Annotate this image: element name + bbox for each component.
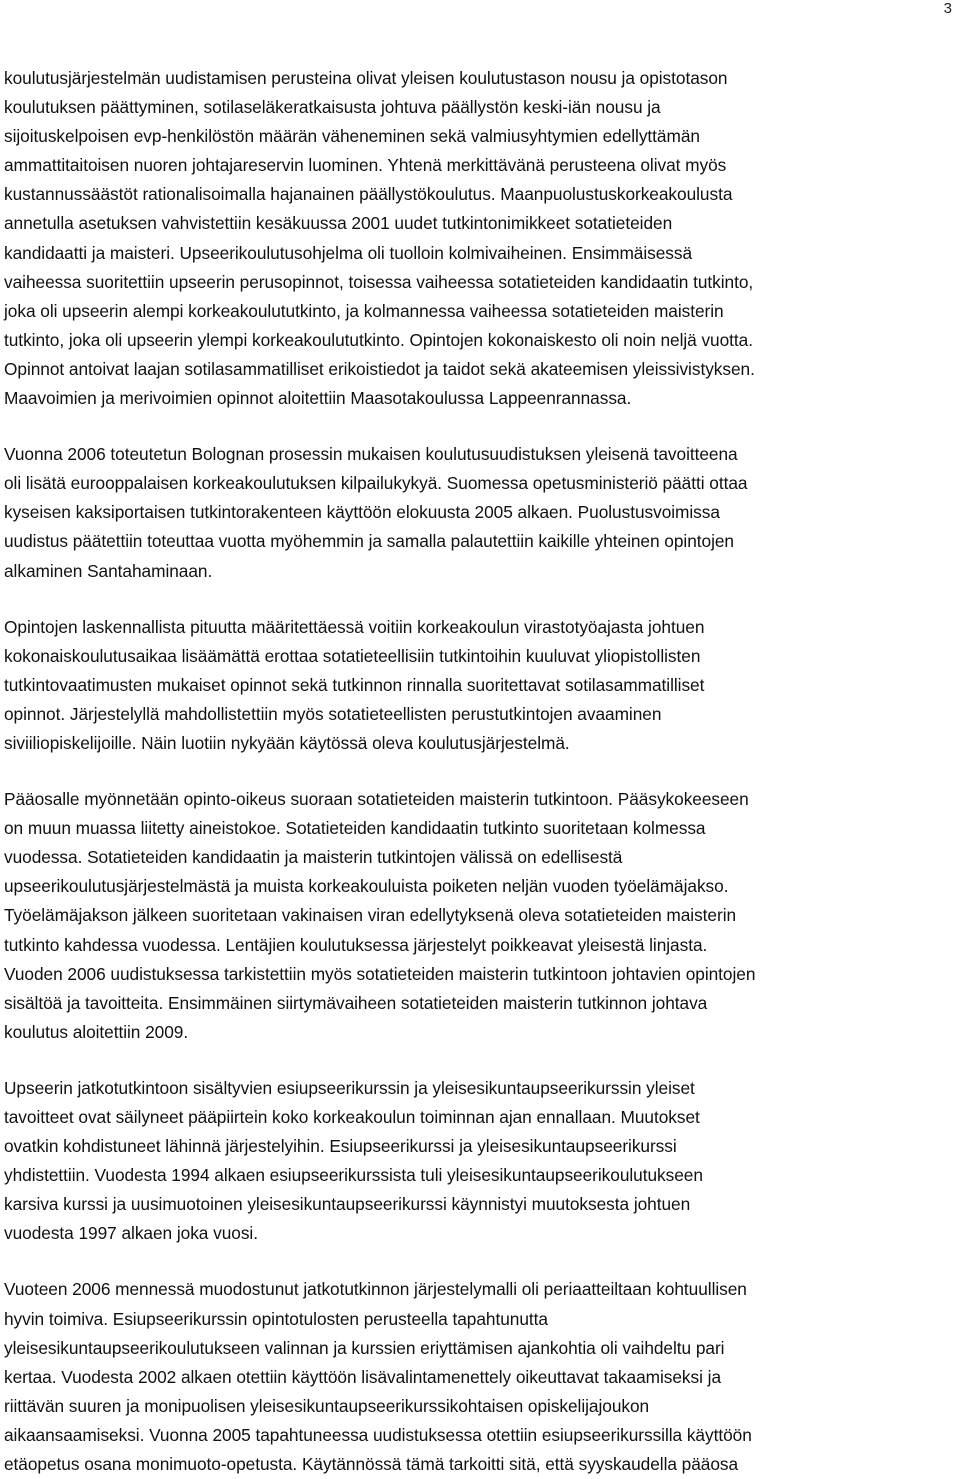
text-line: tutkinto kahdessa vuodessa. Lentäjien koulutuksessa järjestelyt poikkeavat yleisestä linjasta. (4, 934, 708, 955)
text-line: Vuoteen 2006 mennessä muodostunut jatkotutkinnon järjestelymalli oli periaatteiltaan kohtuullisen (4, 1279, 747, 1300)
paragraph (4, 1074, 956, 1249)
text-line: riittävän suuren ja monipuolisen yleisesikuntaupseerikurssikohtaisen opiskelijajoukon (4, 1395, 650, 1416)
text-line: Työelämäjakson jälkeen suoritetaan vakinaisen viran edellytyksenä oleva sotatieteiden maisterin (4, 905, 737, 926)
text-line: kyseisen kaksiportaisen tutkintorakenteen käyttöön elokuusta 2005 alkaen. Puolustusvoimissa (4, 502, 720, 523)
text-line: koulutus aloitettiin 2009. (4, 1021, 189, 1042)
text-line: kertaa. Vuodesta 2002 alkaen otettiin käyttöön lisävalintamenettely oikeuttavat takaamiseksi ja (4, 1366, 722, 1387)
text-line: Opinnot antoivat laajan sotilasammatilliset erikoistiedot ja taidot sekä akateemisen yleissivistyksen. (4, 358, 755, 379)
text-line: opinnot. Järjestelyllä mahdollistettiin myös sotatieteellisten perustutkintojen avaaminen (4, 703, 662, 724)
text-line: alkaminen Santahaminaan. (4, 560, 213, 581)
page-number: 3 (943, 0, 952, 17)
text-line: koulutusjärjestelmän uudistamisen perusteina olivat yleisen koulutustason nousu ja opistotason (4, 68, 728, 88)
text-line: Opintojen laskennallista pituutta määritettäessä voitiin korkeakoulun virastotyöajasta johtuen (4, 616, 705, 637)
text-line: sisältöä ja tavoitteita. Ensimmäinen siirtymävaiheen sotatieteiden maisterin tutkinnon johtava (4, 992, 708, 1013)
text-line: joka oli upseerin alempi korkeakoulututkinto, ja kolmannessa vaiheessa sotatieteiden maisterin (4, 300, 724, 321)
text-line: kokonaiskoulutusaikaa lisäämättä erottaa sotatieteellisiin tutkintoihin kuuluvat yliopistollisten (4, 645, 701, 666)
text-line: etäopetus osana monimuoto-opetusta. Käytännössä tämä tarkoitti sitä, että syyskaudella pääosa (4, 1454, 739, 1475)
body-text (4, 64, 956, 1479)
text-line: kandidaatti ja maisteri. Upseerikoulutusohjelma oli tuolloin kolmivaiheinen. Ensimmäisessä (4, 242, 693, 263)
text-line: siviiliopiskelijoille. Näin luotiin nykyään käytössä oleva koulutusjärjestelmä. (4, 732, 570, 753)
text-line: Upseerin jatkotutkintoon sisältyvien esiupseerikurssin ja yleisesikuntaupseerikurssin yleiset (4, 1077, 695, 1098)
text-line: Maavoimien ja merivoimien opinnot aloitettiin Maasotakoulussa Lappeenrannassa. (4, 388, 632, 409)
text-line: Vuoden 2006 uudistuksessa tarkistettiin myös sotatieteiden maisterin tutkintoon johtavien opintojen (4, 963, 756, 984)
text-line: aikaansaamiseksi. Vuonna 2005 tapahtuneessa uudistuksessa otettiin esiupseerikurssilla käyttöön (4, 1424, 752, 1445)
paragraph (4, 64, 956, 413)
text-line: vuodessa. Sotatieteiden kandidaatin ja maisterin tutkintojen välissä on edellisestä (4, 847, 623, 868)
text-line: on muun muassa liitetty aineistokoe. Sotatieteiden kandidaatin tutkinto suoritetaan kolmessa (4, 818, 706, 839)
text-line: hyvin toimiva. Esiupseerikurssin opintotulosten perusteella tapahtunutta (4, 1308, 548, 1329)
paragraph (4, 440, 956, 585)
text-line: yleisesikuntaupseerikoulutukseen valinnan ja kurssien eriyttämisen ajankohtia oli vaihdeltu pari (4, 1337, 725, 1358)
text-line: vuodesta 1997 alkaen joka vuosi. (4, 1223, 258, 1244)
text-line: annetulla asetuksen vahvistettiin kesäkuussa 2001 uudet tutkintonimikkeet sotatieteiden (4, 213, 673, 234)
text-line: upseerikoulutusjärjestelmästä ja muista korkeakouluista poiketen neljän vuoden työelämäjakso. (4, 876, 729, 897)
text-line: Pääosalle myönnetään opinto-oikeus suoraan sotatieteiden maisterin tutkintoon. Pääsykokeeseen (4, 789, 749, 810)
text-line: koulutuksen päättyminen, sotilaseläkeratkaisusta johtuva päällystön keski-iän nousu ja (4, 97, 661, 118)
text-line: yhdistettiin. Vuodesta 1994 alkaen esiupseerikurssista tuli yleisesikuntaupseerikoulutukseen (4, 1165, 703, 1186)
text-line: sijoituskelpoisen evp-henkilöstön määrän väheneminen sekä valmiusyhtymien edellyttämän (4, 126, 700, 147)
text-line: ammattitaitoisen nuoren johtajareservin luominen. Yhtenä merkittävänä perusteena olivat myös (4, 155, 727, 176)
text-line: vaiheessa suoritettiin upseerin perusopinnot, toisessa vaiheessa sotatieteiden kandidaatin tutkinto, (4, 271, 754, 292)
paragraph (4, 1275, 956, 1479)
paragraph (4, 785, 956, 1047)
text-line: tutkinto, joka oli upseerin ylempi korkeakoulututkinto. Opintojen kokonaiskesto oli noin neljä vuotta. (4, 329, 753, 350)
text-line: oli lisätä eurooppalaisen korkeakoulutuksen kilpailukykyä. Suomessa opetusministeriö päätti ottaa (4, 473, 748, 494)
text-line: Vuonna 2006 toteutetun Bolognan prosessin mukaisen koulutusuudistuksen yleisenä tavoitteena (4, 444, 738, 465)
text-line: kustannussäästöt rationalisoimalla hajanainen päällystökoulutus. Maanpuolustuskorkeakoulusta (4, 184, 733, 205)
text-line: uudistus päätettiin toteuttaa vuotta myöhemmin ja samalla palautettiin kaikille yhteinen opintojen (4, 531, 734, 552)
text-line: tavoitteet ovat säilyneet pääpiirtein koko korkeakoulun toiminnan ajan ennallaan. Muutokset (4, 1107, 700, 1127)
paragraph (4, 613, 956, 758)
text-line: karsiva kurssi ja uusimuotoinen yleisesikuntaupseerikurssi käynnistyi muutoksesta johtuen (4, 1194, 691, 1215)
text-line: tutkintovaatimusten mukaiset opinnot sekä tutkinnon rinnalla suoritettavat sotilasammatilliset (4, 674, 705, 695)
text-line: ovatkin kohdistuneet lähinnä järjestelyihin. Esiupseerikurssi ja yleisesikuntaupseerikurssi (4, 1136, 677, 1157)
